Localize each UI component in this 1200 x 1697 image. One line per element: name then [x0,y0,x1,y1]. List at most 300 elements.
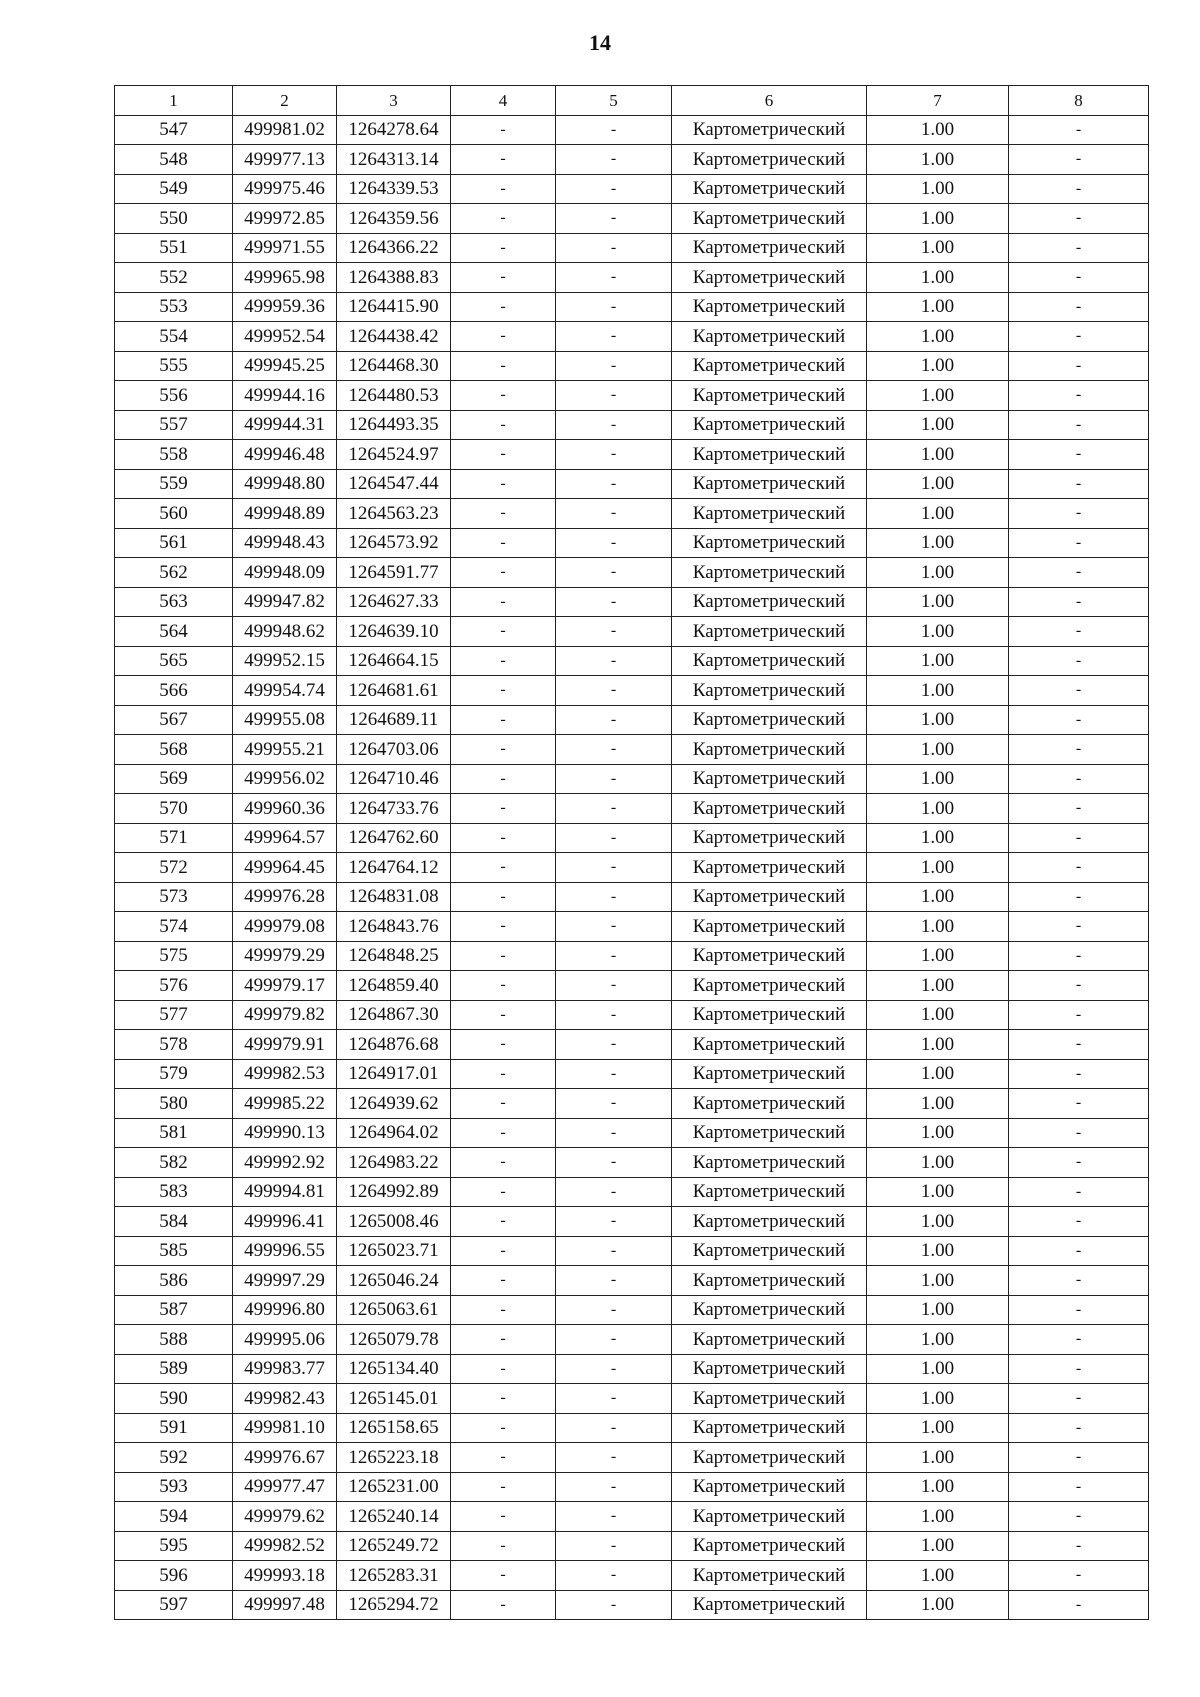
method: Картометрический [672,1590,867,1620]
method: Картометрический [672,528,867,558]
table-row [115,115,1149,145]
accuracy: 1.00 [867,1000,1009,1030]
col4-value: - [451,912,556,942]
x-coordinate: 499981.10 [233,1413,337,1443]
col8-value: - [1009,617,1149,647]
point-number: 592 [115,1443,233,1473]
col5-value: - [556,1089,672,1119]
x-coordinate: 499948.09 [233,558,337,588]
y-coordinate: 1264359.56 [337,204,451,234]
method: Картометрический [672,1236,867,1266]
method: Картометрический [672,705,867,735]
col5-value: - [556,1590,672,1620]
accuracy: 1.00 [867,145,1009,175]
table-row [115,853,1149,883]
method: Картометрический [672,1502,867,1532]
col8-value: - [1009,469,1149,499]
col5-value: - [556,1207,672,1237]
col8-value: - [1009,1590,1149,1620]
col8-value: - [1009,912,1149,942]
method: Картометрический [672,1266,867,1296]
col5-value: - [556,174,672,204]
col4-value: - [451,351,556,381]
col8-value: - [1009,322,1149,352]
x-coordinate: 499948.89 [233,499,337,529]
point-number: 585 [115,1236,233,1266]
col5-value: - [556,1502,672,1532]
col4-value: - [451,705,556,735]
x-coordinate: 499952.15 [233,646,337,676]
col5-value: - [556,794,672,824]
table-row [115,1561,1149,1591]
accuracy: 1.00 [867,1590,1009,1620]
col4-value: - [451,646,556,676]
y-coordinate: 1265145.01 [337,1384,451,1414]
method: Картометрический [672,1413,867,1443]
col4-value: - [451,1561,556,1591]
accuracy: 1.00 [867,351,1009,381]
point-number: 563 [115,587,233,617]
method: Картометрический [672,1148,867,1178]
x-coordinate: 499977.47 [233,1472,337,1502]
col5-value: - [556,764,672,794]
y-coordinate: 1264710.46 [337,764,451,794]
point-number: 584 [115,1207,233,1237]
col8-value: - [1009,587,1149,617]
x-coordinate: 499956.02 [233,764,337,794]
method: Картометрический [672,381,867,411]
method: Картометрический [672,882,867,912]
y-coordinate: 1264339.53 [337,174,451,204]
col8-value: - [1009,1502,1149,1532]
column-header: 7 [867,86,1009,116]
y-coordinate: 1264415.90 [337,292,451,322]
col4-value: - [451,1148,556,1178]
col8-value: - [1009,941,1149,971]
col5-value: - [556,587,672,617]
col4-value: - [451,1266,556,1296]
accuracy: 1.00 [867,1295,1009,1325]
col5-value: - [556,617,672,647]
col8-value: - [1009,351,1149,381]
col8-value: - [1009,646,1149,676]
accuracy: 1.00 [867,204,1009,234]
col5-value: - [556,705,672,735]
x-coordinate: 499995.06 [233,1325,337,1355]
col5-value: - [556,292,672,322]
point-number: 554 [115,322,233,352]
col8-value: - [1009,558,1149,588]
col8-value: - [1009,1177,1149,1207]
y-coordinate: 1265249.72 [337,1531,451,1561]
x-coordinate: 499993.18 [233,1561,337,1591]
col4-value: - [451,322,556,352]
y-coordinate: 1265023.71 [337,1236,451,1266]
method: Картометрический [672,823,867,853]
y-coordinate: 1264591.77 [337,558,451,588]
table-row [115,705,1149,735]
table-row [115,971,1149,1001]
point-number: 569 [115,764,233,794]
table-row [115,617,1149,647]
x-coordinate: 499996.80 [233,1295,337,1325]
col5-value: - [556,440,672,470]
x-coordinate: 499997.29 [233,1266,337,1296]
y-coordinate: 1264983.22 [337,1148,451,1178]
y-coordinate: 1264689.11 [337,705,451,735]
table-header-row [115,86,1149,116]
accuracy: 1.00 [867,292,1009,322]
x-coordinate: 499960.36 [233,794,337,824]
x-coordinate: 499948.80 [233,469,337,499]
col4-value: - [451,1207,556,1237]
point-number: 588 [115,1325,233,1355]
table-row [115,587,1149,617]
accuracy: 1.00 [867,764,1009,794]
point-number: 552 [115,263,233,293]
accuracy: 1.00 [867,1443,1009,1473]
x-coordinate: 499955.08 [233,705,337,735]
accuracy: 1.00 [867,115,1009,145]
table-row [115,528,1149,558]
y-coordinate: 1264703.06 [337,735,451,765]
accuracy: 1.00 [867,1207,1009,1237]
col8-value: - [1009,794,1149,824]
x-coordinate: 499959.36 [233,292,337,322]
table-row [115,1030,1149,1060]
y-coordinate: 1264848.25 [337,941,451,971]
y-coordinate: 1264563.23 [337,499,451,529]
point-number: 557 [115,410,233,440]
col5-value: - [556,410,672,440]
x-coordinate: 499983.77 [233,1354,337,1384]
table-row [115,204,1149,234]
point-number: 568 [115,735,233,765]
col8-value: - [1009,115,1149,145]
accuracy: 1.00 [867,676,1009,706]
page-number: 14 [589,30,611,55]
col4-value: - [451,440,556,470]
col4-value: - [451,381,556,411]
col8-value: - [1009,145,1149,175]
col4-value: - [451,1089,556,1119]
col8-value: - [1009,1236,1149,1266]
point-number: 595 [115,1531,233,1561]
col4-value: - [451,794,556,824]
point-number: 582 [115,1148,233,1178]
x-coordinate: 499946.48 [233,440,337,470]
accuracy: 1.00 [867,1325,1009,1355]
accuracy: 1.00 [867,381,1009,411]
col8-value: - [1009,971,1149,1001]
x-coordinate: 499982.43 [233,1384,337,1414]
point-number: 564 [115,617,233,647]
col4-value: - [451,528,556,558]
col5-value: - [556,1443,672,1473]
point-number: 574 [115,912,233,942]
col8-value: - [1009,1472,1149,1502]
column-header: 2 [233,86,337,116]
col8-value: - [1009,440,1149,470]
table-row [115,351,1149,381]
accuracy: 1.00 [867,469,1009,499]
method: Картометрический [672,410,867,440]
y-coordinate: 1265231.00 [337,1472,451,1502]
col8-value: - [1009,410,1149,440]
y-coordinate: 1264992.89 [337,1177,451,1207]
accuracy: 1.00 [867,617,1009,647]
accuracy: 1.00 [867,1561,1009,1591]
method: Картометрический [672,440,867,470]
table-row [115,1236,1149,1266]
table-row [115,882,1149,912]
y-coordinate: 1265063.61 [337,1295,451,1325]
point-number: 573 [115,882,233,912]
y-coordinate: 1264733.76 [337,794,451,824]
col5-value: - [556,381,672,411]
accuracy: 1.00 [867,322,1009,352]
table-row [115,1118,1149,1148]
col4-value: - [451,469,556,499]
col8-value: - [1009,1059,1149,1089]
point-number: 583 [115,1177,233,1207]
y-coordinate: 1264547.44 [337,469,451,499]
col8-value: - [1009,764,1149,794]
table-row [115,381,1149,411]
col4-value: - [451,1295,556,1325]
method: Картометрический [672,1531,867,1561]
col5-value: - [556,1531,672,1561]
table-row [115,410,1149,440]
x-coordinate: 499952.54 [233,322,337,352]
method: Картометрический [672,853,867,883]
accuracy: 1.00 [867,735,1009,765]
point-number: 575 [115,941,233,971]
point-number: 562 [115,558,233,588]
x-coordinate: 499982.53 [233,1059,337,1089]
point-number: 560 [115,499,233,529]
col4-value: - [451,764,556,794]
accuracy: 1.00 [867,646,1009,676]
col4-value: - [451,1000,556,1030]
col5-value: - [556,351,672,381]
method: Картометрический [672,1059,867,1089]
x-coordinate: 499990.13 [233,1118,337,1148]
point-number: 587 [115,1295,233,1325]
x-coordinate: 499947.82 [233,587,337,617]
col8-value: - [1009,882,1149,912]
accuracy: 1.00 [867,528,1009,558]
table-row [115,646,1149,676]
col4-value: - [451,115,556,145]
y-coordinate: 1264664.15 [337,646,451,676]
col4-value: - [451,410,556,440]
col4-value: - [451,1354,556,1384]
table-row [115,469,1149,499]
x-coordinate: 499992.92 [233,1148,337,1178]
point-number: 580 [115,1089,233,1119]
col8-value: - [1009,381,1149,411]
col5-value: - [556,145,672,175]
table-row [115,1443,1149,1473]
col5-value: - [556,1148,672,1178]
col5-value: - [556,1118,672,1148]
accuracy: 1.00 [867,263,1009,293]
table-row [115,322,1149,352]
x-coordinate: 499996.41 [233,1207,337,1237]
point-number: 572 [115,853,233,883]
y-coordinate: 1265240.14 [337,1502,451,1532]
y-coordinate: 1265046.24 [337,1266,451,1296]
col5-value: - [556,882,672,912]
col5-value: - [556,735,672,765]
method: Картометрический [672,794,867,824]
col5-value: - [556,912,672,942]
accuracy: 1.00 [867,558,1009,588]
accuracy: 1.00 [867,912,1009,942]
x-coordinate: 499954.74 [233,676,337,706]
y-coordinate: 1264681.61 [337,676,451,706]
x-coordinate: 499977.13 [233,145,337,175]
y-coordinate: 1264468.30 [337,351,451,381]
method: Картометрический [672,292,867,322]
point-number: 559 [115,469,233,499]
point-number: 577 [115,1000,233,1030]
y-coordinate: 1264867.30 [337,1000,451,1030]
accuracy: 1.00 [867,410,1009,440]
table-row [115,794,1149,824]
col5-value: - [556,1030,672,1060]
col8-value: - [1009,735,1149,765]
x-coordinate: 499979.29 [233,941,337,971]
table-row [115,233,1149,263]
col8-value: - [1009,499,1149,529]
col4-value: - [451,853,556,883]
accuracy: 1.00 [867,1236,1009,1266]
col8-value: - [1009,676,1149,706]
table-row [115,1384,1149,1414]
col4-value: - [451,971,556,1001]
col4-value: - [451,1384,556,1414]
method: Картометрический [672,233,867,263]
accuracy: 1.00 [867,971,1009,1001]
method: Картометрический [672,1561,867,1591]
column-header: 3 [337,86,451,116]
column-header: 1 [115,86,233,116]
x-coordinate: 499971.55 [233,233,337,263]
accuracy: 1.00 [867,174,1009,204]
method: Картометрический [672,764,867,794]
y-coordinate: 1265134.40 [337,1354,451,1384]
method: Картометрический [672,558,867,588]
point-number: 549 [115,174,233,204]
col5-value: - [556,941,672,971]
point-number: 586 [115,1266,233,1296]
col4-value: - [451,499,556,529]
method: Картометрический [672,1443,867,1473]
y-coordinate: 1264917.01 [337,1059,451,1089]
method: Картометрический [672,204,867,234]
table-row [115,499,1149,529]
col4-value: - [451,587,556,617]
x-coordinate: 499976.28 [233,882,337,912]
y-coordinate: 1264762.60 [337,823,451,853]
x-coordinate: 499979.08 [233,912,337,942]
col8-value: - [1009,823,1149,853]
method: Картометрический [672,263,867,293]
col8-value: - [1009,292,1149,322]
accuracy: 1.00 [867,1472,1009,1502]
table-row [115,292,1149,322]
table-body [115,115,1149,1620]
point-number: 597 [115,1590,233,1620]
accuracy: 1.00 [867,794,1009,824]
point-number: 550 [115,204,233,234]
y-coordinate: 1264964.02 [337,1118,451,1148]
table-row [115,558,1149,588]
y-coordinate: 1264480.53 [337,381,451,411]
table-row [115,174,1149,204]
x-coordinate: 499981.02 [233,115,337,145]
col5-value: - [556,1472,672,1502]
method: Картометрический [672,322,867,352]
accuracy: 1.00 [867,1531,1009,1561]
table-row [115,1266,1149,1296]
x-coordinate: 499979.91 [233,1030,337,1060]
x-coordinate: 499945.25 [233,351,337,381]
accuracy: 1.00 [867,1030,1009,1060]
method: Картометрический [672,1207,867,1237]
col4-value: - [451,1177,556,1207]
col4-value: - [451,735,556,765]
col5-value: - [556,1384,672,1414]
point-number: 570 [115,794,233,824]
col5-value: - [556,1236,672,1266]
col8-value: - [1009,853,1149,883]
y-coordinate: 1264524.97 [337,440,451,470]
method: Картометрический [672,499,867,529]
accuracy: 1.00 [867,1384,1009,1414]
col8-value: - [1009,1531,1149,1561]
accuracy: 1.00 [867,1148,1009,1178]
col5-value: - [556,322,672,352]
col8-value: - [1009,1148,1149,1178]
accuracy: 1.00 [867,1266,1009,1296]
col5-value: - [556,1059,672,1089]
accuracy: 1.00 [867,233,1009,263]
point-number: 555 [115,351,233,381]
method: Картометрический [672,1472,867,1502]
accuracy: 1.00 [867,941,1009,971]
x-coordinate: 499964.45 [233,853,337,883]
point-number: 561 [115,528,233,558]
accuracy: 1.00 [867,1118,1009,1148]
table-row [115,1354,1149,1384]
col5-value: - [556,676,672,706]
col4-value: - [451,676,556,706]
y-coordinate: 1264366.22 [337,233,451,263]
coordinates-table [114,85,1149,1620]
col5-value: - [556,1000,672,1030]
y-coordinate: 1264627.33 [337,587,451,617]
method: Картометрический [672,1000,867,1030]
table-row [115,1177,1149,1207]
col8-value: - [1009,174,1149,204]
table-row [115,1502,1149,1532]
col4-value: - [451,882,556,912]
accuracy: 1.00 [867,587,1009,617]
method: Картометрический [672,1089,867,1119]
